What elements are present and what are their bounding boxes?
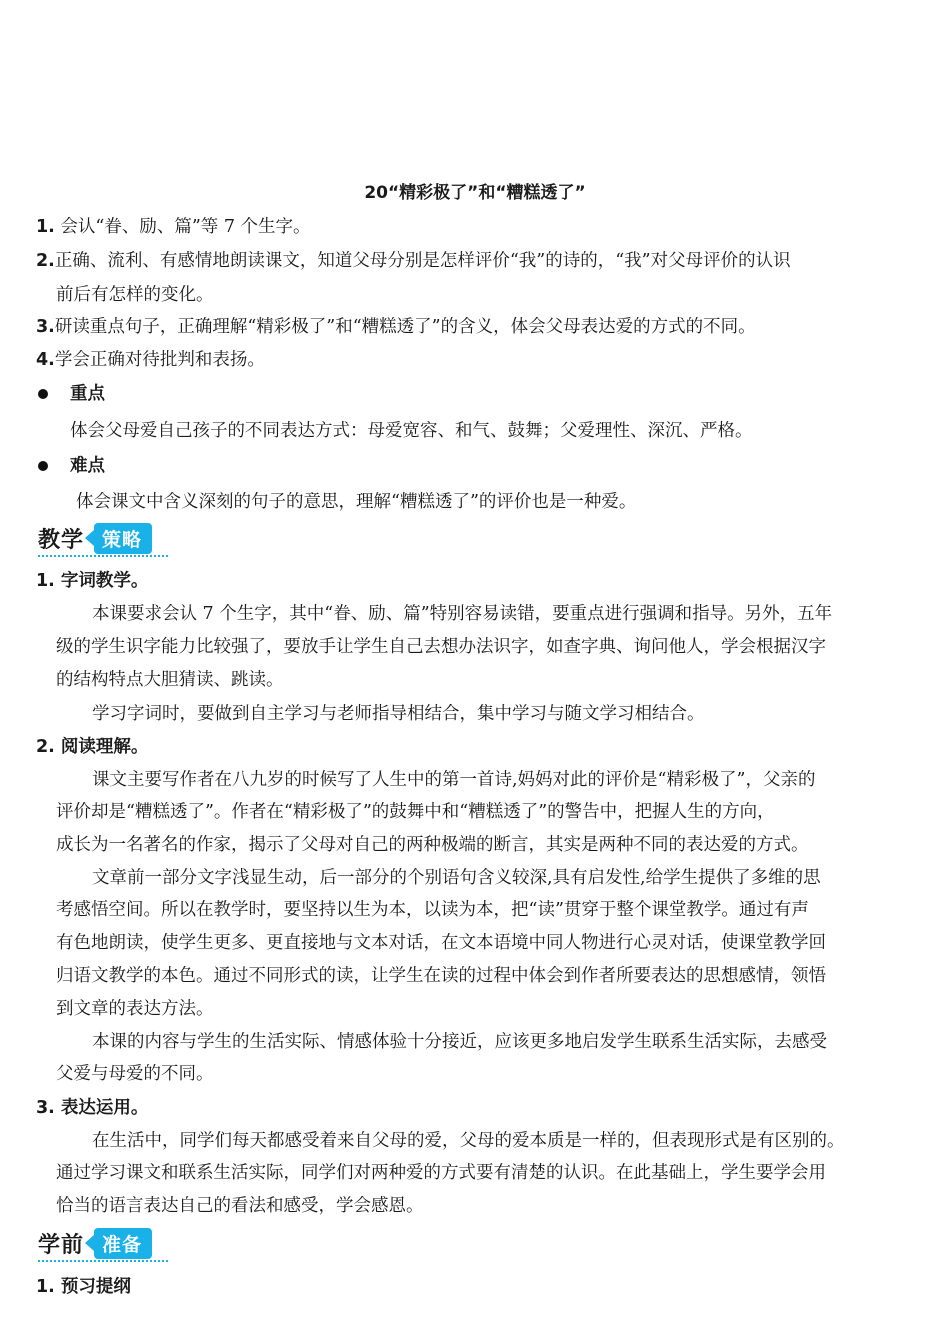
paragraph-line: 成长为一名著名的作家，揭示了父母对自己的两种极端的断言，其实是两种不同的表达爱的方式。 bbox=[56, 835, 809, 855]
banner-tag: 准备 bbox=[94, 1228, 152, 1259]
paragraph-line: 到文章的表达方法。 bbox=[56, 999, 214, 1019]
banner-tag: 策略 bbox=[94, 523, 152, 554]
banner-underline bbox=[38, 1260, 168, 1262]
paragraph-line: 学习字词时，要做到自主学习与老师指导相结合，集中学习与随文学习相结合。 bbox=[92, 704, 705, 724]
paragraph-line: 课文主要写作者在八九岁的时候写了人生中的第一首诗,妈妈对此的评价是“精彩极了”，父亲的 bbox=[92, 770, 816, 790]
banner-lead: 教学 bbox=[38, 527, 85, 553]
objective-number: 4. bbox=[36, 350, 55, 370]
objective-item bbox=[36, 250, 791, 272]
objective-number: 2. bbox=[36, 251, 55, 271]
strategy-heading: 3. 表达运用。 bbox=[36, 1098, 149, 1118]
keypoint-text: 体会父母爱自己孩子的不同表达方式：母爱宽容、和气、鼓舞；父爱理性、深沉、严格。 bbox=[70, 421, 753, 441]
paragraph-line: 归语文教学的本色。通过不同形式的读，让学生在读的过程中体会到作者所要表达的思想感情，领悟 bbox=[56, 966, 826, 986]
paragraph-line: 父爱与母爱的不同。 bbox=[56, 1064, 214, 1084]
keypoint-label: 重点 bbox=[70, 384, 105, 404]
objective-text: 学会正确对待批判和表扬。 bbox=[54, 350, 265, 370]
objective-continuation: 前后有怎样的变化。 bbox=[56, 285, 214, 305]
paragraph-line: 在生活中，同学们每天都感受着来自父母的爱，父母的爱本质是一样的，但表现形式是有区别的。 bbox=[92, 1131, 845, 1151]
objective-item bbox=[36, 216, 311, 238]
objective-text: 会认“眷、励、篇”等 7 个生字。 bbox=[60, 217, 311, 237]
paragraph-line: 的结构特点大胆猜读、跳读。 bbox=[56, 670, 284, 690]
objective-number: 1. bbox=[36, 217, 55, 237]
page-title: 20“精彩极了”和“糟糕透了” bbox=[364, 183, 586, 203]
objective-text: 正确、流利、有感情地朗读课文，知道父母分别是怎样评价“我”的诗的，“我”对父母评价的认识 bbox=[54, 251, 791, 271]
section-banner-preparation bbox=[38, 1227, 152, 1259]
banner-underline bbox=[38, 555, 168, 557]
paragraph-line: 有色地朗读，使学生更多、更直接地与文本对话，在文本语境中同人物进行心灵对话，使课堂教学回 bbox=[56, 933, 826, 953]
objective-number: 3. bbox=[36, 317, 55, 337]
paragraph-line: 本课的内容与学生的生活实际、情感体验十分接近，应该更多地启发学生联系生活实际，去感受 bbox=[92, 1032, 827, 1052]
bullet-icon bbox=[38, 461, 48, 471]
objective-text: 研读重点句子，正确理解“精彩极了”和“糟糕透了”的含义，体会父母表达爱的方式的不同。 bbox=[54, 317, 756, 337]
prep-heading: 1. 预习提纲 bbox=[36, 1277, 131, 1297]
objective-item bbox=[36, 316, 756, 338]
paragraph-line: 评价却是“糟糕透了”。作者在“精彩极了”的鼓舞中和“糟糕透了”的警告中，把握人生的方向， bbox=[56, 802, 775, 822]
paragraph-line: 级的学生识字能力比较强了，要放手让学生自己去想办法识字，如查字典、询问他人，学会根据汉字 bbox=[56, 637, 826, 657]
strategy-heading: 2. 阅读理解。 bbox=[36, 737, 149, 757]
banner-lead: 学前 bbox=[38, 1232, 85, 1258]
difficulty-label: 难点 bbox=[70, 456, 105, 476]
paragraph-line: 文章前一部分文字浅显生动，后一部分的个别语句含义较深,具有启发性,给学生提供了多维的思 bbox=[92, 868, 821, 888]
paragraph-line: 恰当的语言表达自己的看法和感受，学会感恩。 bbox=[56, 1196, 424, 1216]
bullet-icon bbox=[38, 389, 48, 399]
paragraph-line: 本课要求会认 7 个生字，其中“眷、励、篇”特别容易读错，要重点进行强调和指导。另外，五年 bbox=[92, 604, 833, 624]
section-banner-strategy bbox=[38, 522, 152, 554]
objective-item bbox=[36, 349, 265, 371]
paragraph-line: 通过学习课文和联系生活实际，同学们对两种爱的方式要有清楚的认识。在此基础上，学生要学会用 bbox=[56, 1163, 826, 1183]
strategy-heading: 1. 字词教学。 bbox=[36, 571, 149, 591]
difficulty-text: 体会课文中含义深刻的句子的意思，理解“糟糕透了”的评价也是一种爱。 bbox=[76, 492, 637, 512]
paragraph-line: 考感悟空间。所以在教学时，要坚持以生为本，以读为本，把“读”贯穿于整个课堂教学。通过有声 bbox=[56, 900, 809, 920]
